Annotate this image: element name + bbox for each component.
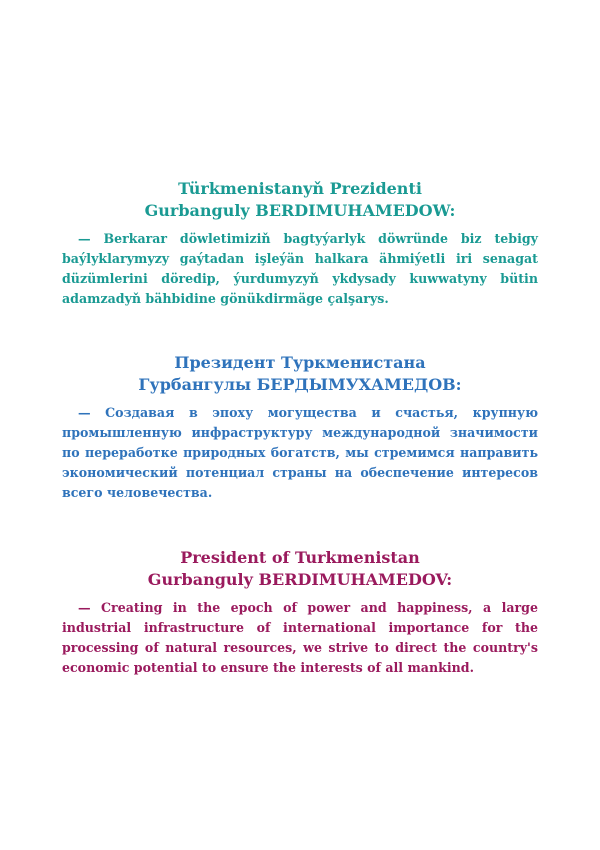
russian-quote-text: — Создавая в эпоху могущества и счастья, крупную промышленную инфраструктуру международной значимости по переработке природных богатств, мы стремимся направить экономический потенциал страны на обеспечение интересов всего человечества. — [62, 405, 538, 500]
english-quote-section — [62, 547, 538, 678]
english-heading-name: Gurbanguly BERDIMUHAMEDOV: — [147, 570, 453, 589]
turkmen-heading-name: Gurbanguly BERDIMUHAMEDOW: — [144, 201, 456, 220]
english-heading — [62, 547, 538, 591]
turkmen-quote-section — [62, 178, 538, 309]
english-heading-title: President of Turkmenistan — [180, 548, 420, 567]
russian-heading-title: Президент Туркменистана — [174, 353, 426, 372]
turkmen-heading-title: Türkmenistanyň Prezidenti — [178, 179, 422, 198]
turkmen-heading — [62, 178, 538, 222]
russian-quote-section — [62, 352, 538, 503]
russian-heading-name: Гурбангулы БЕРДЫМУХАМЕДОВ: — [138, 375, 462, 394]
russian-heading — [62, 352, 538, 396]
turkmen-quote-text: — Berkarar döwletimiziň bagtyýarlyk döwründe biz tebigy baýlyklarymyzy gaýtadan işleýän halkara ähmiýetli iri senagat düzümlerini döredip, ýurdumyzyň ykdysady kuwwatyny bütin adamzadyň bähbidine gönükdirmäge çalşarys. — [62, 231, 538, 306]
english-quote-text: — Creating in the epoch of power and happiness, a large industrial infrastructure of international importance for the processing of natural resources, we strive to direct the country's economic potential to ensure the interests of all mankind. — [62, 600, 538, 675]
